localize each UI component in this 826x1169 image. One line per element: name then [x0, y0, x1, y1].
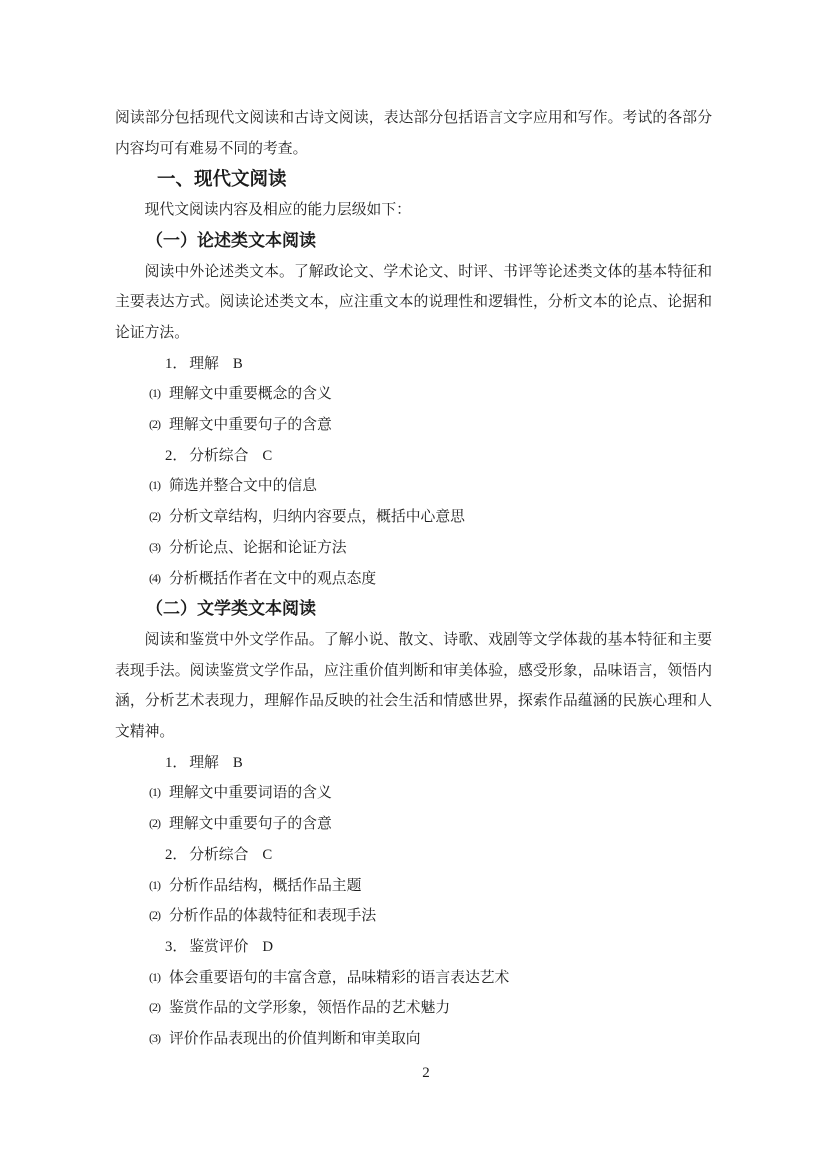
page-number: 2: [422, 1065, 430, 1081]
item-text: 理解文中重要概念的含义: [169, 386, 332, 403]
ability-level-item: [115, 441, 712, 472]
requirement-item: [115, 379, 712, 410]
item-marker: (1): [149, 969, 160, 984]
ability-grade: D: [262, 938, 274, 955]
item-marker: (1): [149, 877, 160, 892]
item-text: 分析论点、论据和论证方法: [169, 539, 347, 556]
requirement-item: [115, 809, 712, 840]
item-text: 评价作品表现出的价值判断和审美取向: [169, 1031, 421, 1048]
paragraph-section-lead: 现代文阅读内容及相应的能力层级如下：: [144, 202, 411, 219]
requirement-item: [115, 471, 712, 502]
item-marker: 3．: [165, 938, 188, 955]
ability-level-item: [115, 349, 712, 380]
requirement-item: [115, 778, 712, 809]
ability-level-item: [115, 748, 712, 779]
item-text: 理解: [189, 355, 219, 372]
page-body: [115, 103, 712, 1055]
requirement-item: [115, 502, 712, 533]
paragraph-literary-body: 阅读和鉴赏中外文学作品。了解小说、散文、诗歌、戏剧等文学体裁的基本特征和主要表现手法。阅读鉴赏文学作品，应注重价值判断和审美体验，感受形象，品味语言，领悟内涵，分析艺术表现力，理解作品反映的社会生活和情感世界，探索作品蕴涵的民族心理和人文精神。: [115, 631, 712, 741]
heading-section-modern-reading: 一、现代文阅读: [157, 168, 287, 190]
item-marker: (2): [149, 908, 160, 923]
item-text: 理解文中重要句子的含意: [169, 816, 332, 833]
item-text: 分析作品的体裁特征和表现手法: [169, 908, 377, 925]
requirement-item: [115, 410, 712, 441]
item-marker: 2．: [165, 846, 188, 863]
requirement-item: [115, 871, 712, 902]
requirement-item: [115, 533, 712, 564]
item-text: 体会重要语句的丰富含意，品味精彩的语言表达艺术: [169, 969, 510, 986]
requirement-item: [115, 963, 712, 994]
item-text: 分析文章结构，归纳内容要点，概括中心意思: [169, 509, 465, 526]
item-marker: 1．: [165, 754, 188, 771]
item-marker: (1): [149, 785, 160, 800]
heading-subsection-literary: （二）文学类文本阅读: [146, 599, 316, 619]
heading-subsection-argumentative: （一）论述类文本阅读: [146, 230, 316, 250]
item-marker: (3): [149, 539, 160, 554]
paragraph-argumentative-body: 阅读中外论述类文本。了解政论文、学术论文、时评、书评等论述类文体的基本特征和主要表达方式。阅读论述类文本，应注重文本的说理性和逻辑性，分析文本的论点、论据和论证方法。: [115, 263, 712, 341]
item-marker: (1): [149, 478, 160, 493]
requirement-item: [115, 901, 712, 932]
item-text: 分析综合: [189, 846, 249, 863]
item-marker: (1): [149, 386, 160, 401]
item-marker: (2): [149, 509, 160, 524]
ability-level-item: [115, 932, 712, 963]
item-text: 分析概括作者在文中的观点态度: [169, 570, 377, 587]
ability-grade: B: [232, 754, 243, 771]
ability-grade: B: [232, 355, 243, 372]
requirement-item: [115, 564, 712, 595]
ability-grade: C: [262, 447, 273, 464]
item-marker: 1．: [165, 355, 188, 372]
item-marker: 2．: [165, 447, 188, 464]
item-text: 理解文中重要句子的含意: [169, 417, 332, 434]
item-text: 鉴赏作品的文学形象，领悟作品的艺术魅力: [169, 1000, 451, 1017]
item-text: 筛选并整合文中的信息: [169, 478, 317, 495]
item-marker: (2): [149, 417, 160, 432]
requirement-item: [115, 1024, 712, 1055]
item-text: 分析作品结构，概括作品主题: [169, 877, 362, 894]
item-text: 鉴赏评价: [189, 938, 249, 955]
paragraph-continued: 阅读部分包括现代文阅读和古诗文阅读，表达部分包括语言文字应用和写作。考试的各部分内容均可有难易不同的考查。: [115, 110, 712, 157]
item-text: 理解: [189, 754, 219, 771]
item-text: 理解文中重要词语的含义: [169, 785, 332, 802]
item-text: 分析综合: [189, 447, 249, 464]
item-marker: (2): [149, 1000, 160, 1015]
item-marker: (3): [149, 1031, 160, 1046]
ability-level-item: [115, 840, 712, 871]
ability-grade: C: [262, 846, 273, 863]
item-marker: (4): [149, 570, 160, 585]
requirement-item: [115, 993, 712, 1024]
item-marker: (2): [149, 816, 160, 831]
